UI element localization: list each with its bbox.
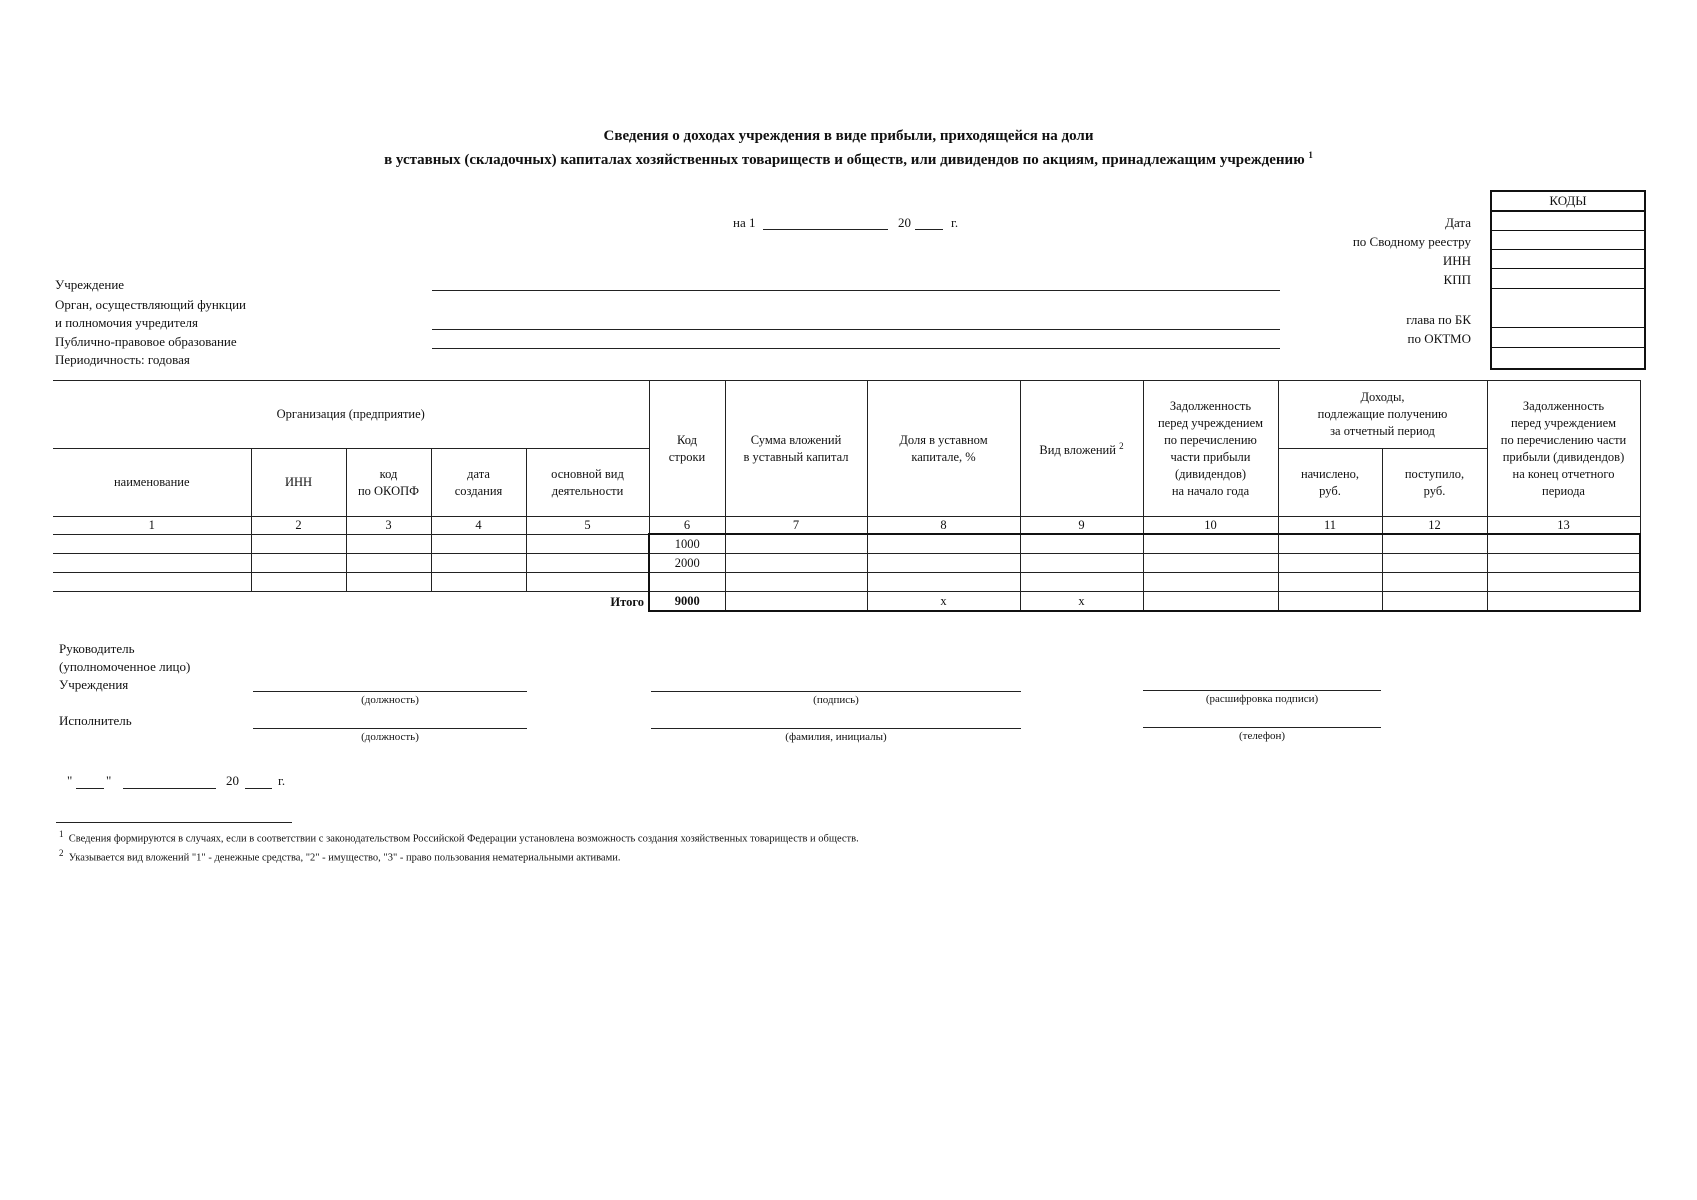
col-number: 10 bbox=[1143, 517, 1278, 535]
cell-input[interactable] bbox=[1487, 573, 1640, 592]
cell-input[interactable] bbox=[867, 534, 1020, 554]
label-head-2: (уполномоченное лицо) bbox=[59, 659, 191, 674]
header-capital-share: Доля в уставном капитале, % bbox=[867, 381, 1020, 517]
date-bottom-year[interactable] bbox=[245, 788, 272, 789]
label-organ-2: и полномочия учредителя bbox=[55, 315, 198, 330]
cell-input[interactable] bbox=[346, 573, 431, 592]
label-institution: Учреждение bbox=[55, 277, 125, 292]
date-quote-close: " bbox=[106, 773, 112, 788]
code-label-kpp: КПП bbox=[1443, 272, 1471, 287]
cell-input[interactable] bbox=[1020, 573, 1143, 592]
total-x-share: x bbox=[867, 592, 1020, 612]
cell-input[interactable] bbox=[1278, 534, 1382, 554]
table-row bbox=[53, 554, 1640, 573]
cell-input[interactable] bbox=[1143, 592, 1278, 612]
header-received: поступило, руб. bbox=[1382, 449, 1487, 517]
row-code: 1000 bbox=[649, 534, 725, 554]
field-executor-fio[interactable] bbox=[651, 728, 1021, 729]
date-prefix: на 1 bbox=[733, 215, 756, 230]
label-executor: Исполнитель bbox=[59, 713, 132, 728]
caption-position-2: (должность) bbox=[361, 731, 419, 743]
code-cell-date[interactable] bbox=[1492, 210, 1644, 212]
date-bottom-day[interactable] bbox=[76, 788, 104, 789]
field-executor-position[interactable] bbox=[253, 728, 527, 729]
cell-input[interactable] bbox=[53, 573, 251, 592]
header-inn: ИНН bbox=[251, 449, 346, 517]
total-label: Итого bbox=[53, 592, 649, 612]
footnote-2 bbox=[59, 848, 620, 864]
cell-input[interactable] bbox=[1143, 573, 1278, 592]
header-investment-type: Вид вложений $^2$ bbox=[1020, 381, 1143, 517]
footnote-1 bbox=[59, 829, 859, 845]
code-label-registry: по Сводному реестру bbox=[1352, 234, 1471, 249]
col-number: 5 bbox=[526, 517, 649, 535]
table-row bbox=[53, 573, 1640, 592]
caption-fio: (фамилия, инициалы) bbox=[785, 731, 887, 743]
code-label-date: Дата bbox=[1445, 215, 1471, 230]
date-quote-open: " bbox=[67, 773, 73, 788]
date-suffix: г. bbox=[951, 215, 959, 230]
cell-input[interactable] bbox=[1487, 554, 1640, 573]
field-head-position[interactable] bbox=[253, 691, 527, 692]
cell-input[interactable] bbox=[526, 554, 649, 573]
header-name: наименование bbox=[53, 449, 251, 517]
income-table bbox=[53, 380, 1641, 612]
row-code: 2000 bbox=[649, 554, 725, 573]
codes-box bbox=[1490, 190, 1646, 370]
code-cell-organ[interactable] bbox=[1492, 288, 1644, 289]
col-number: 12 bbox=[1382, 517, 1487, 535]
cell-input[interactable] bbox=[1020, 554, 1143, 573]
cell-input[interactable] bbox=[1278, 554, 1382, 573]
caption-signature: (подпись) bbox=[813, 694, 859, 706]
footnote-2-num: 2 bbox=[59, 848, 64, 858]
cell-input[interactable] bbox=[53, 554, 251, 573]
caption-phone: (телефон) bbox=[1238, 730, 1286, 742]
label-head-3: Учреждения bbox=[59, 677, 129, 692]
header-organization: Организация (предприятие) bbox=[53, 381, 649, 449]
cell-input[interactable] bbox=[526, 573, 649, 592]
date-bottom-year-prefix: 20 bbox=[226, 773, 239, 788]
cell-input[interactable] bbox=[725, 534, 867, 554]
cell-input[interactable] bbox=[1020, 534, 1143, 554]
date-bottom-month[interactable] bbox=[123, 788, 216, 789]
header-okopf: код по ОКОПФ bbox=[346, 449, 431, 517]
cell-input[interactable] bbox=[1487, 592, 1640, 612]
cell-input[interactable] bbox=[1143, 554, 1278, 573]
header-main-activity: основной вид деятельности bbox=[526, 449, 649, 517]
cell-input[interactable] bbox=[526, 534, 649, 554]
cell-input[interactable] bbox=[1382, 554, 1487, 573]
cell-input[interactable] bbox=[346, 554, 431, 573]
col-number: 13 bbox=[1487, 517, 1640, 535]
field-head-signature[interactable] bbox=[651, 691, 1021, 692]
table-row bbox=[53, 534, 1640, 554]
title-footnote-ref: 1 bbox=[1308, 150, 1313, 160]
code-label-inn: ИНН bbox=[1442, 253, 1471, 268]
field-institution[interactable] bbox=[432, 290, 1280, 291]
cell-input[interactable] bbox=[1278, 592, 1382, 612]
col-number: 3 bbox=[346, 517, 431, 535]
cell-input[interactable] bbox=[1278, 573, 1382, 592]
header-creation-date: дата создания bbox=[431, 449, 526, 517]
cell-input[interactable] bbox=[1382, 534, 1487, 554]
col-number: 8 bbox=[867, 517, 1020, 535]
footnote-1-num: 1 bbox=[59, 829, 64, 839]
cell-input[interactable] bbox=[867, 554, 1020, 573]
header-debt-end: Задолженность перед учреждением по перечислению части прибыли (дивидендов) на конец отчетного периода bbox=[1487, 381, 1640, 517]
cell-input[interactable] bbox=[346, 534, 431, 554]
codes-header: КОДЫ bbox=[1549, 193, 1587, 208]
label-organ-1: Орган, осуществляющий функции bbox=[55, 297, 246, 312]
footnote-divider bbox=[56, 822, 292, 823]
cell-input[interactable] bbox=[431, 554, 526, 573]
date-year-prefix: 20 bbox=[898, 215, 911, 230]
cell-input[interactable] bbox=[251, 573, 346, 592]
label-periodicity: Периодичность: годовая bbox=[55, 352, 190, 367]
total-x-type: x bbox=[1020, 592, 1143, 612]
code-cell-oktmo[interactable] bbox=[1492, 347, 1644, 348]
col-number: 7 bbox=[725, 517, 867, 535]
date-year-field[interactable] bbox=[915, 229, 943, 230]
field-organ[interactable] bbox=[432, 329, 1280, 330]
header-accrued: начислено, руб. bbox=[1278, 449, 1382, 517]
cell-input[interactable] bbox=[1382, 592, 1487, 612]
title-line-2-text: в уставных (складочных) капиталах хозяйственных товариществ и обществ, или дивидендов по акциям, принадлежащим учреждению bbox=[384, 152, 1305, 168]
label-head-1: Руководитель bbox=[59, 641, 135, 656]
title-line-1: Сведения о доходах учреждения в виде прибыли, приходящейся на доли bbox=[603, 128, 1094, 144]
code-label-bk: глава по БК bbox=[1406, 312, 1471, 327]
header-investment-sum: Сумма вложений в уставный капитал bbox=[725, 381, 867, 517]
code-cell-inn[interactable] bbox=[1492, 249, 1644, 250]
footnote-2-text: Указывается вид вложений "1" - денежные средства, "2" - имущество, "3" - право пользования нематериальными активами. bbox=[68, 852, 621, 864]
code-cell-kpp[interactable] bbox=[1492, 268, 1644, 269]
label-public-entity: Публично-правовое образование bbox=[55, 334, 237, 349]
field-public-entity[interactable] bbox=[432, 348, 1280, 349]
date-day-month-field[interactable] bbox=[763, 229, 888, 230]
footnote-1-text: Сведения формируются в случаях, если в соответствии с законодательством Российской Федерации установлена возможность создания хозяйственных товариществ и обществ. bbox=[68, 833, 859, 845]
total-row bbox=[53, 592, 1640, 612]
cell-input[interactable] bbox=[251, 554, 346, 573]
col-number: 2 bbox=[251, 517, 346, 535]
code-cell-registry[interactable] bbox=[1492, 230, 1644, 231]
title-line-2 bbox=[0, 150, 1697, 169]
cell-input[interactable] bbox=[251, 534, 346, 554]
code-label-oktmo: по ОКТМО bbox=[1407, 331, 1471, 346]
col-number: 1 bbox=[53, 517, 251, 535]
col-number: 6 bbox=[649, 517, 725, 535]
code-cell-bk[interactable] bbox=[1492, 327, 1644, 328]
cell-input[interactable] bbox=[1487, 534, 1640, 554]
date-bottom-suffix: г. bbox=[278, 773, 286, 788]
cell-input[interactable] bbox=[725, 573, 867, 592]
field-head-decoding[interactable] bbox=[1143, 690, 1381, 691]
col-number: 11 bbox=[1278, 517, 1382, 535]
cell-input[interactable] bbox=[867, 573, 1020, 592]
header-income: Доходы, подлежащие получению за отчетный период bbox=[1278, 381, 1487, 449]
header-debt-start: Задолженность перед учреждением по перечислению части прибыли (дивидендов) на начало года bbox=[1143, 381, 1278, 517]
cell-input[interactable] bbox=[1382, 573, 1487, 592]
cell-input[interactable] bbox=[431, 573, 526, 592]
caption-position: (должность) bbox=[361, 694, 419, 706]
cell-input[interactable] bbox=[1143, 534, 1278, 554]
field-executor-phone[interactable] bbox=[1143, 727, 1381, 728]
row-code bbox=[649, 573, 725, 592]
header-code: Код строки bbox=[649, 381, 725, 517]
cell-input[interactable] bbox=[431, 534, 526, 554]
cell-input[interactable] bbox=[725, 592, 867, 612]
cell-input[interactable] bbox=[725, 554, 867, 573]
col-number: 9 bbox=[1020, 517, 1143, 535]
cell-input[interactable] bbox=[53, 534, 251, 554]
col-number: 4 bbox=[431, 517, 526, 535]
total-code: 9000 bbox=[649, 592, 725, 612]
caption-decoding: (расшифровка подписи) bbox=[1205, 693, 1319, 705]
